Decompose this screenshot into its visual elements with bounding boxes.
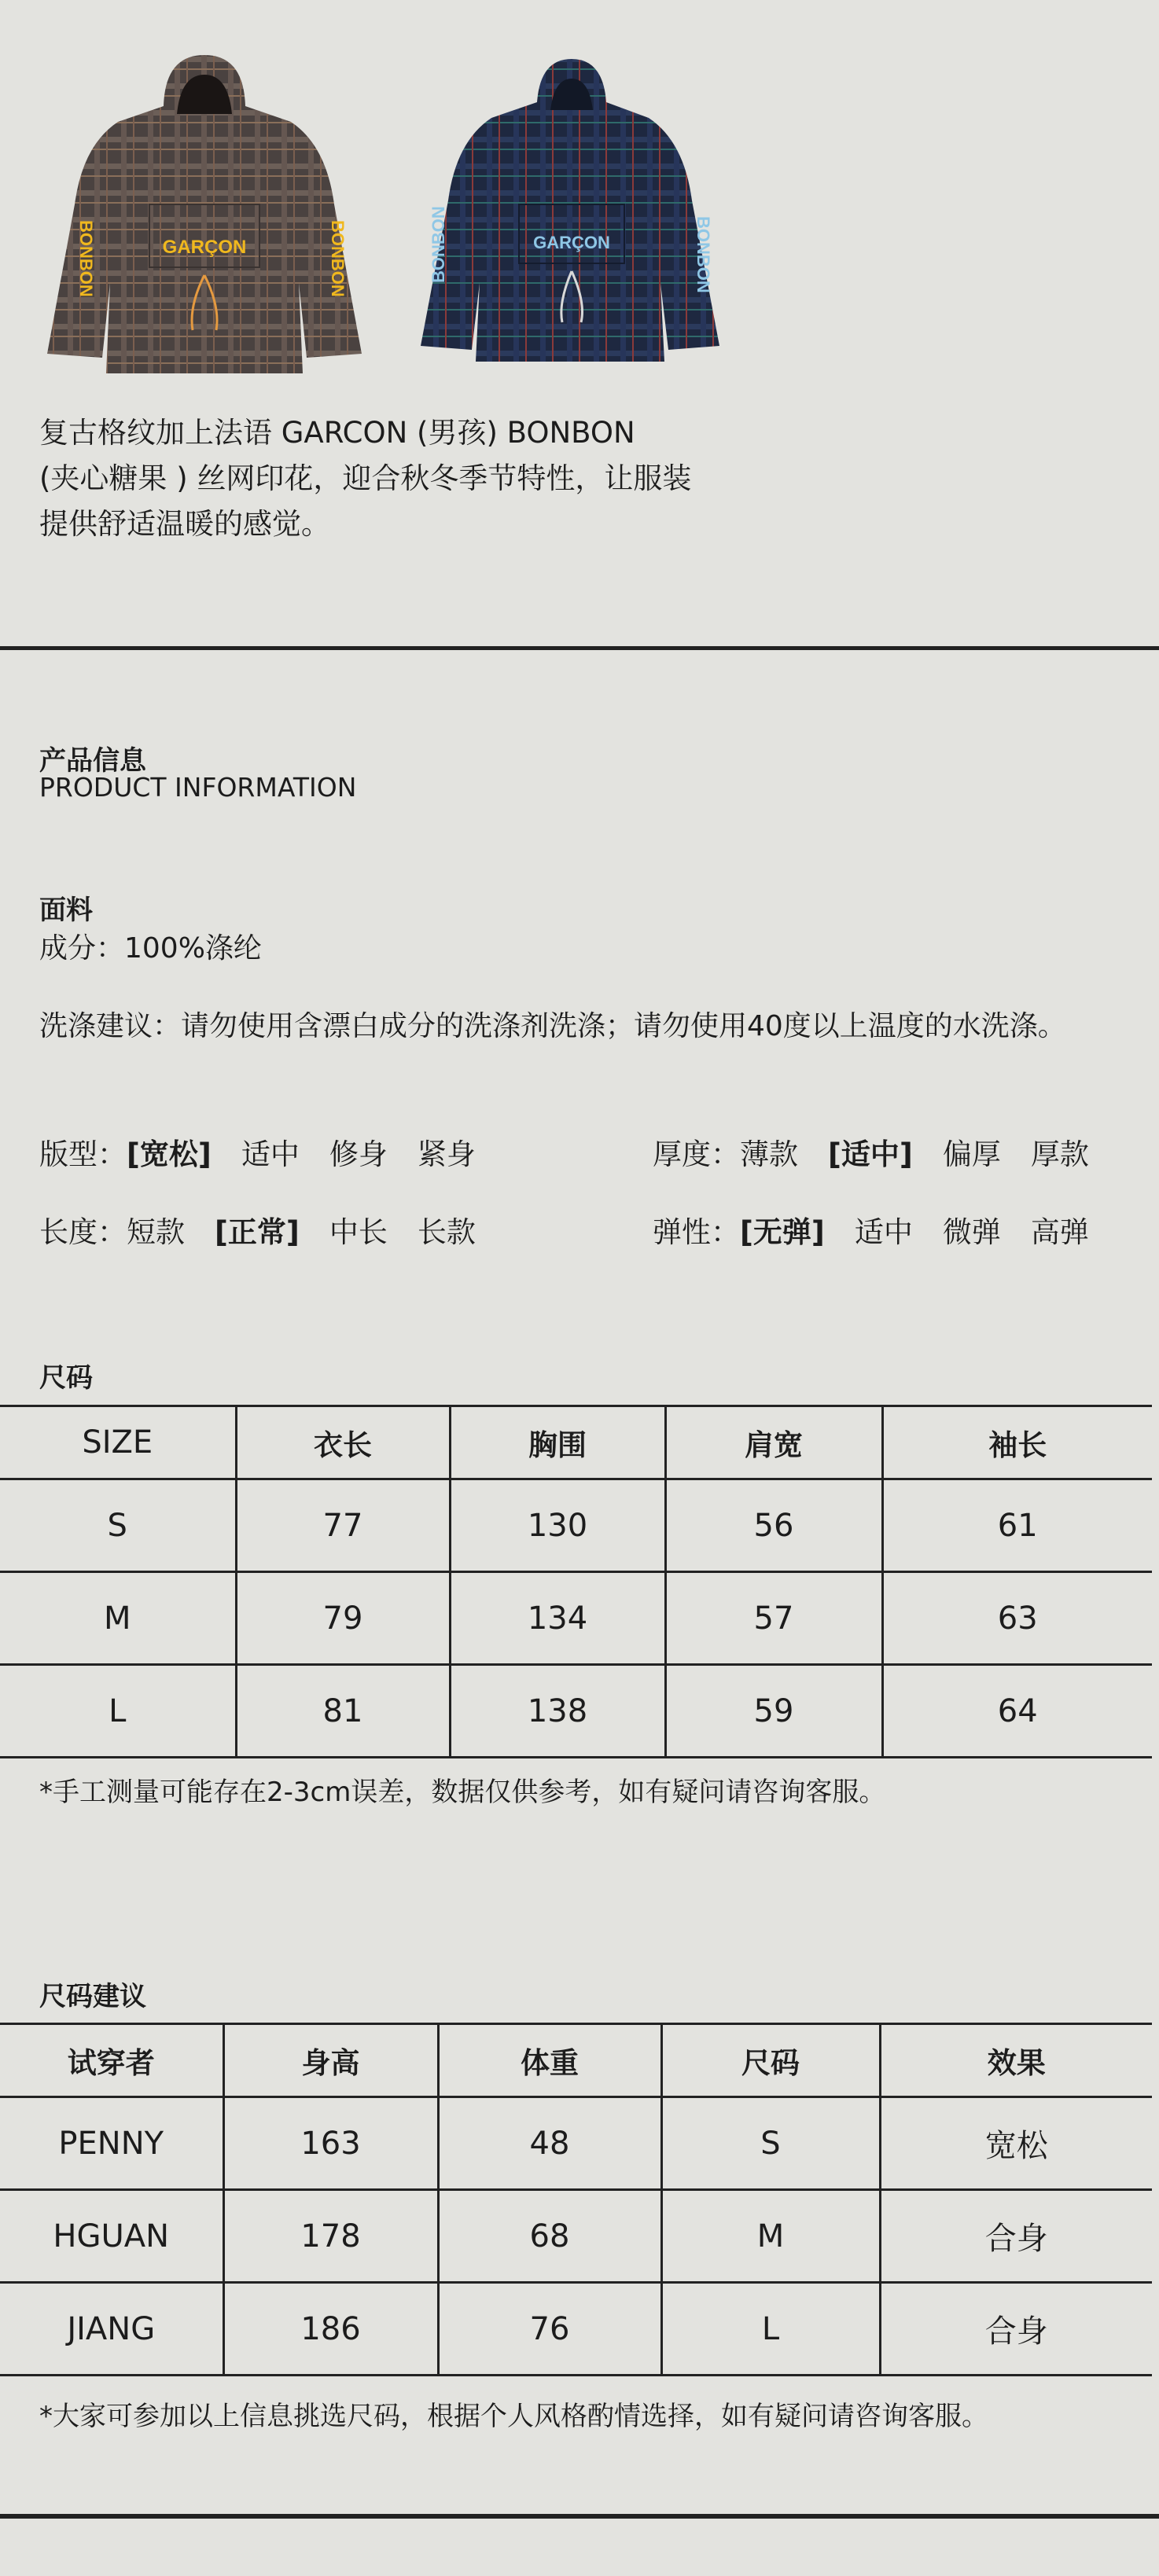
column-header: 体重	[438, 2024, 661, 2097]
length-option: 短款	[127, 1215, 185, 1249]
fabric-title: 面料	[39, 895, 93, 926]
length-attribute	[39, 1208, 506, 1251]
table-cell: 61	[882, 1479, 1152, 1572]
elasticity-option: 高弹	[1030, 1215, 1089, 1249]
table-cell: 57	[665, 1572, 882, 1665]
table-cell: L	[0, 1665, 236, 1758]
svg-text:BONBON: BONBON	[429, 206, 448, 283]
svg-text:BONBON: BONBON	[328, 220, 348, 297]
description-line-3: 提供舒适温暖的感觉。	[39, 507, 330, 541]
thickness-option: 偏厚	[942, 1137, 1001, 1171]
length-option: 中长	[329, 1215, 388, 1249]
column-header: SIZE	[0, 1406, 236, 1479]
size-advice-note: *大家可参加以上信息挑选尺码，根据个人风格酌情选择，如有疑问请咨询客服。	[39, 2401, 988, 2432]
table-cell: 79	[236, 1572, 450, 1665]
table-cell: JIANG	[0, 2283, 223, 2376]
fit-option: 适中	[241, 1137, 300, 1171]
table-cell: M	[661, 2190, 880, 2283]
svg-text:BONBON: BONBON	[694, 216, 713, 293]
table-cell: 63	[882, 1572, 1152, 1665]
table-cell: 64	[882, 1665, 1152, 1758]
product-description	[39, 410, 747, 547]
table-row	[0, 1572, 1152, 1665]
table-row	[0, 2283, 1152, 2376]
product-info-title-cn: 产品信息	[39, 745, 146, 777]
column-header: 效果	[880, 2024, 1152, 2097]
table-cell: S	[661, 2097, 880, 2190]
thickness-option: 厚款	[1030, 1137, 1089, 1171]
table-cell: 163	[223, 2097, 438, 2190]
fit-option: 紧身	[417, 1137, 476, 1171]
thickness-label: 厚度：	[653, 1137, 740, 1171]
section-divider	[0, 646, 1159, 650]
table-cell: 77	[236, 1479, 450, 1572]
fit-label: 版型：	[39, 1137, 127, 1171]
size-chart-note: *手工测量可能存在2-3cm误差，数据仅供参考，如有疑问请咨询客服。	[39, 1777, 886, 1808]
table-cell: 合身	[880, 2190, 1152, 2283]
elasticity-option: [无弹]	[740, 1215, 825, 1249]
column-header: 衣长	[236, 1406, 450, 1479]
column-header: 袖长	[882, 1406, 1152, 1479]
product-image-navy-jacket	[397, 47, 735, 377]
column-header: 胸围	[450, 1406, 665, 1479]
size-chart-title: 尺码	[39, 1362, 93, 1394]
description-line-1: 复古格纹加上法语 GARCON (男孩) BONBON	[39, 416, 635, 450]
table-row	[0, 2097, 1152, 2190]
table-header-row	[0, 1406, 1152, 1479]
column-header: 试穿者	[0, 2024, 223, 2097]
table-header-row	[0, 2024, 1152, 2097]
size-advice-title: 尺码建议	[39, 1981, 146, 2012]
table-cell: 59	[665, 1665, 882, 1758]
product-info-title-en: PRODUCT INFORMATION	[39, 772, 357, 803]
svg-text:BONBON: BONBON	[76, 220, 96, 297]
elasticity-option: 微弹	[942, 1215, 1001, 1249]
table-cell: 68	[438, 2190, 661, 2283]
fit-attribute	[39, 1130, 506, 1173]
table-cell: L	[661, 2283, 880, 2376]
table-cell: 134	[450, 1572, 665, 1665]
table-row	[0, 1479, 1152, 1572]
table-cell: 宽松	[880, 2097, 1152, 2190]
table-cell: 186	[223, 2283, 438, 2376]
table-row	[0, 1665, 1152, 1758]
table-cell: 56	[665, 1479, 882, 1572]
fit-option: 修身	[329, 1137, 388, 1171]
table-cell: M	[0, 1572, 236, 1665]
column-header: 肩宽	[665, 1406, 882, 1479]
table-cell: 81	[236, 1665, 450, 1758]
table-row	[0, 2190, 1152, 2283]
bottom-divider	[0, 2514, 1159, 2519]
column-header: 尺码	[661, 2024, 880, 2097]
svg-text:GARÇON: GARÇON	[533, 233, 610, 252]
table-cell: 合身	[880, 2283, 1152, 2376]
length-label: 长度：	[39, 1215, 127, 1249]
svg-text:GARÇON: GARÇON	[162, 237, 247, 258]
fabric-composition: 成分：100%涤纶	[39, 932, 262, 965]
fit-option: [宽松]	[127, 1137, 212, 1171]
table-cell: HGUAN	[0, 2190, 223, 2283]
thickness-option: [适中]	[828, 1137, 913, 1171]
table-cell: PENNY	[0, 2097, 223, 2190]
elasticity-attribute	[653, 1208, 1119, 1251]
elasticity-label: 弹性：	[653, 1215, 740, 1249]
table-cell: S	[0, 1479, 236, 1572]
table-cell: 76	[438, 2283, 661, 2376]
washing-advice: 洗涤建议：请勿使用含漂白成分的洗涤剂洗涤；请勿使用40度以上温度的水洗涤。	[39, 1010, 1066, 1042]
thickness-option: 薄款	[740, 1137, 798, 1171]
table-cell: 48	[438, 2097, 661, 2190]
table-cell: 138	[450, 1665, 665, 1758]
size-advice-table	[0, 2023, 1152, 2376]
size-chart-table	[0, 1405, 1152, 1758]
length-option: [正常]	[215, 1215, 300, 1249]
product-image-brown-jacket	[31, 47, 370, 377]
column-header: 身高	[223, 2024, 438, 2097]
thickness-attribute	[653, 1130, 1119, 1173]
table-cell: 130	[450, 1479, 665, 1572]
length-option: 长款	[417, 1215, 476, 1249]
table-cell: 178	[223, 2190, 438, 2283]
description-line-2: (夹心糖果 ) 丝网印花，迎合秋冬季节特性，让服装	[39, 461, 692, 495]
elasticity-option: 适中	[854, 1215, 913, 1249]
